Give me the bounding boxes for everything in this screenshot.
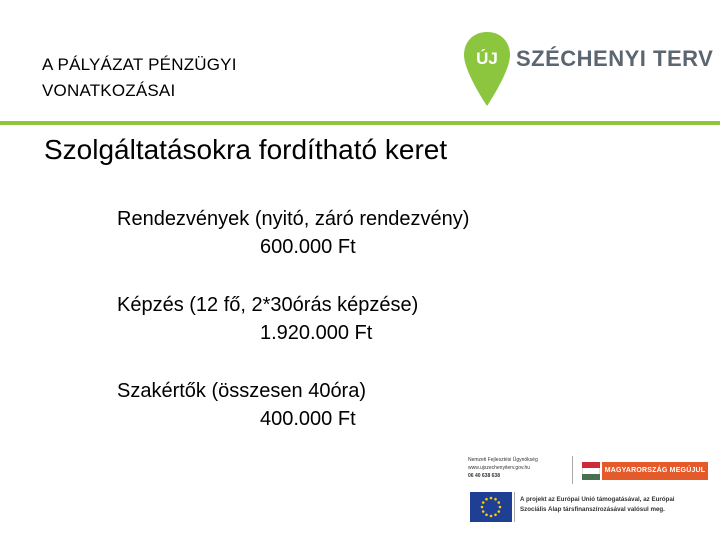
item-label: Rendezvények (nyitó, záró rendezvény): [117, 208, 470, 230]
item-label: Szakértők (összesen 40óra): [117, 380, 367, 402]
logo-text: SZÉCHENYI TERV: [516, 46, 714, 71]
agency-phone: 06 40 638 638: [468, 473, 500, 479]
header-title-line1: A PÁLYÁZAT PÉNZÜGYI: [42, 55, 237, 74]
item-label: Képzés (12 fő, 2*30órás képzése): [117, 294, 419, 316]
header-divider: [0, 121, 720, 125]
eu-flag-icon: [470, 492, 512, 522]
item-amount: 600.000 Ft: [260, 236, 356, 258]
hungarian-flag-icon: [582, 462, 600, 480]
header-title: [42, 52, 342, 104]
logo-badge: ÚJ: [476, 49, 498, 68]
eu-funding-note: [520, 495, 710, 515]
slide-title: Szolgáltatásokra fordítható keret: [44, 134, 448, 165]
hungary-renews-banner: MAGYARORSZÁG MEGÚJUL: [602, 462, 708, 480]
agency-name: Nemzeti Fejlesztési Ügynökség: [468, 457, 538, 463]
map-pin-icon: [462, 30, 512, 110]
agency-website: www.ujszechenyiterv.gov.hu: [468, 465, 531, 471]
eu-funding-line1: A projekt az Európai Unió támogatásával, az Európai: [520, 496, 675, 503]
item-amount: 1.920.000 Ft: [260, 322, 373, 344]
funding-footer: [462, 452, 712, 532]
header-title-line2: VONATKOZÁSAI: [42, 81, 176, 100]
agency-info: [468, 456, 568, 480]
eu-funding-line2: Szociális Alap társfinanszírozásával valósul meg.: [520, 506, 665, 513]
list-item: [117, 291, 418, 347]
list-item: [117, 377, 366, 433]
szechenyi-terv-logo: [462, 30, 712, 110]
footer-divider: [572, 456, 573, 484]
item-amount: 400.000 Ft: [260, 408, 356, 430]
footer-divider-eu: [514, 492, 515, 522]
list-item: [117, 205, 469, 261]
